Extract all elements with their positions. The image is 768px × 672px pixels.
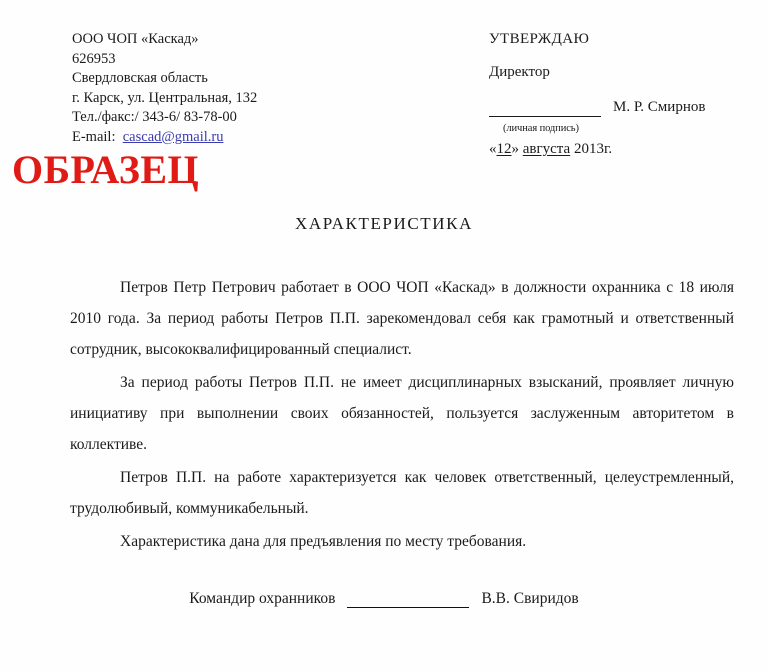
sender-block [72,30,372,147]
approval-name: М. Р. Смирнов [613,99,706,115]
approval-signature-caption: (личная подпись) [503,123,579,134]
sender-email-line [72,128,372,148]
sample-watermark: ОБРАЗЕЦ [12,147,200,192]
page-title: ХАРАКТЕРИСТИКА [295,214,473,233]
date-month: августа [522,141,571,157]
date-open-quote: « [489,141,497,157]
approval-signature-rule [489,103,601,117]
date-day: 12 [496,141,512,157]
footer-role: Командир охранников [189,590,336,607]
footer-signature-row [0,590,768,608]
footer-name: В.В. Свиридов [481,590,579,607]
body-paragraph: За период работы Петров П.П. не имеет дисциплинарных взысканий, проявляет личную инициативу при выполнении своих обязанностей, пользуется заслуженным авторитетом в коллективе. [70,374,734,453]
document-body [70,272,734,559]
date-year: 2013г. [573,141,613,157]
sender-organization: ООО ЧОП «Каскад» [72,31,199,47]
date-close-quote: » [511,141,519,157]
approval-role: Директор [489,64,550,80]
sender-phone: Тел./факс:/ 343-6/ 83-78-00 [72,109,237,125]
sender-postal-code: 626953 [72,50,116,67]
body-paragraph: Характеристика дана для предъявления по месту требования. [120,533,527,550]
approval-signature-row [489,98,741,117]
body-paragraph: Петров П.П. на работе характеризуется как человек ответственный, целеустремленный, трудолюбивый, коммуникабельный. [70,469,734,517]
sender-region: Свердловская область [72,70,208,86]
approval-heading: УТВЕРЖДАЮ [489,31,590,47]
sender-address: г. Карск, ул. Центральная, 132 [72,89,258,106]
body-paragraph: Петров Петр Петрович работает в ООО ЧОП «Каскад» в должности охранника с 18 июля 2010 года. За период работы Петров П.П. зарекомендовал себя как грамотный и ответственный сотрудник, высококвалифицированный специалист. [70,279,734,358]
approval-date-line [489,140,741,159]
footer-signature-rule [347,594,469,608]
approval-block [489,30,741,159]
sender-email-label: E-mail: [72,128,116,145]
sender-email-link[interactable]: cascad@gmail.ru [122,128,224,145]
